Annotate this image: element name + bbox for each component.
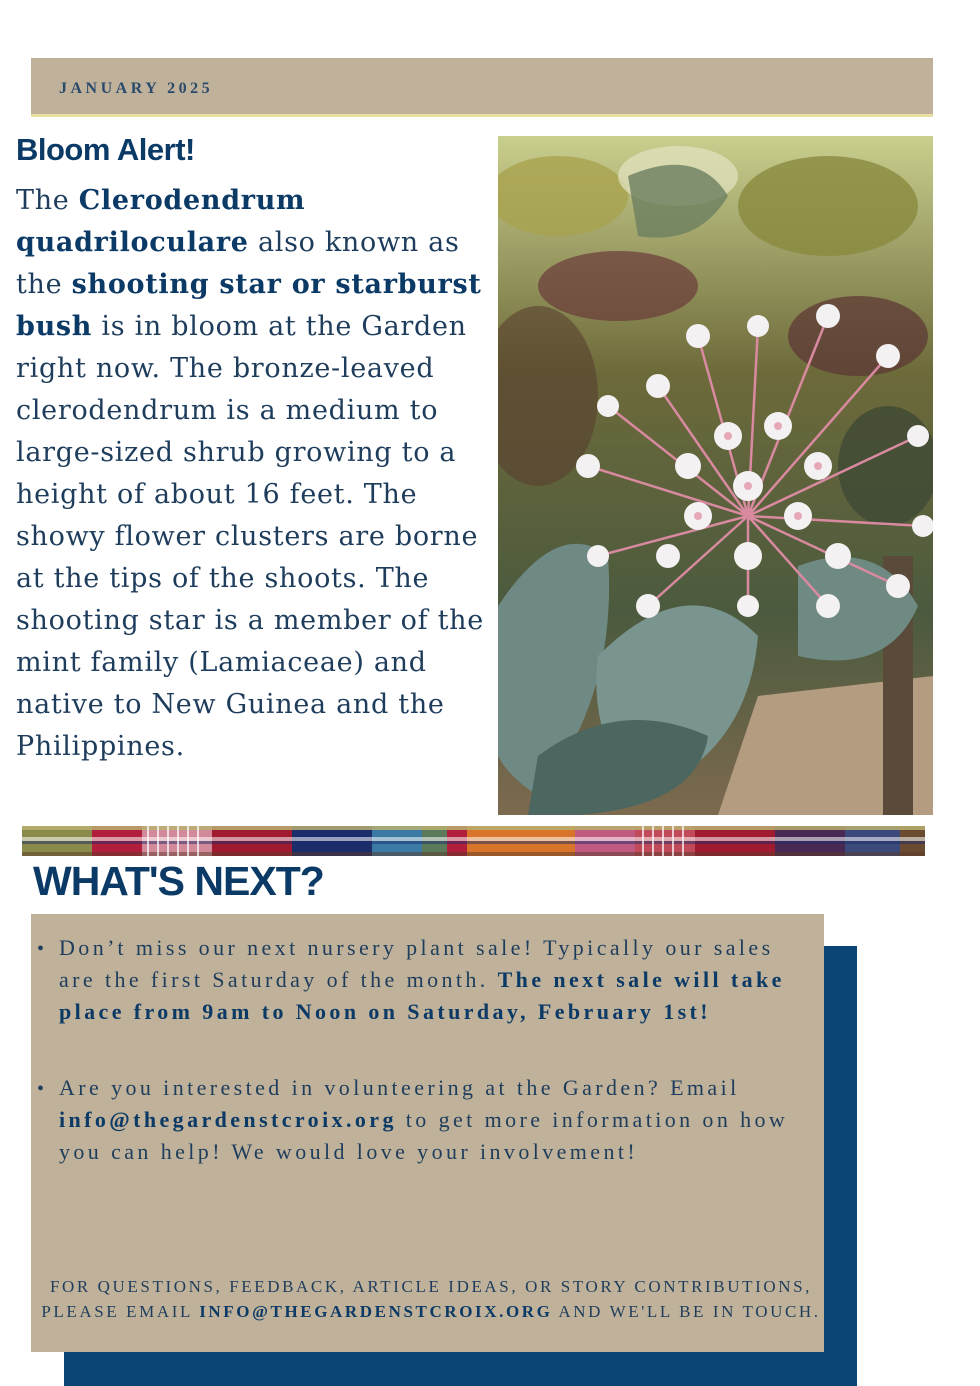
volunteer-text: Are you interested in volunteering at the Garden? Email	[59, 1075, 740, 1100]
info-box	[31, 914, 824, 1352]
footer-text: FOR QUESTIONS, FEEDBACK, ARTICLE IDEAS, OR STORY CONTRIBUTIONS, PLEASE EMAIL	[41, 1277, 813, 1321]
bloom-description	[16, 180, 494, 768]
plant-name: Clerodendrum quadriloculare	[16, 185, 306, 258]
bullet-icon: •	[37, 938, 48, 960]
footer-text: AND WE'LL BE IN TOUCH.	[552, 1302, 821, 1321]
plant-sale-text: Don’t miss our next nursery plant sale! Typically our sales are the first Saturday of the month.	[59, 935, 774, 992]
bloom-text-part: The	[16, 185, 79, 216]
list-item	[37, 932, 819, 1028]
plant-common-name: shooting star or starburst bush	[16, 269, 482, 342]
issue-date: JANUARY 2025	[59, 80, 214, 97]
whats-next-title: WHAT'S NEXT?	[33, 858, 324, 904]
bloom-alert-title: Bloom Alert!	[16, 132, 195, 167]
footer-note	[31, 1274, 831, 1324]
bloom-text-part: is in bloom at the Garden right now. The bronze-leaved clerodendrum is a medium to large-sized shrub growing to a height of about 16 feet. The showy flower clusters are borne at the tips of the shoots. The shooting star is a member of the mint family (Lamiaceae) and native to New Guinea and the Philippines.	[16, 311, 484, 762]
plant-sale-date: The next sale will take place from 9am to Noon on Saturday, February 1st!	[59, 967, 785, 1024]
volunteer-email-link[interactable]: info@thegardenstcroix.org	[59, 1107, 397, 1132]
bloom-text-part: also known as the	[16, 227, 460, 300]
announcement-list	[37, 932, 819, 1168]
header-band	[31, 58, 933, 114]
header-underline	[31, 114, 933, 117]
volunteer-text: to get more information on how you can help! We would love your involvement!	[59, 1107, 789, 1164]
bullet-icon: •	[37, 1078, 48, 1100]
footer-email-link[interactable]: INFO@THEGARDENSTCROIX.ORG	[199, 1302, 553, 1321]
plaid-divider	[22, 826, 925, 856]
list-item	[37, 1072, 819, 1168]
flower-photo	[498, 136, 933, 815]
